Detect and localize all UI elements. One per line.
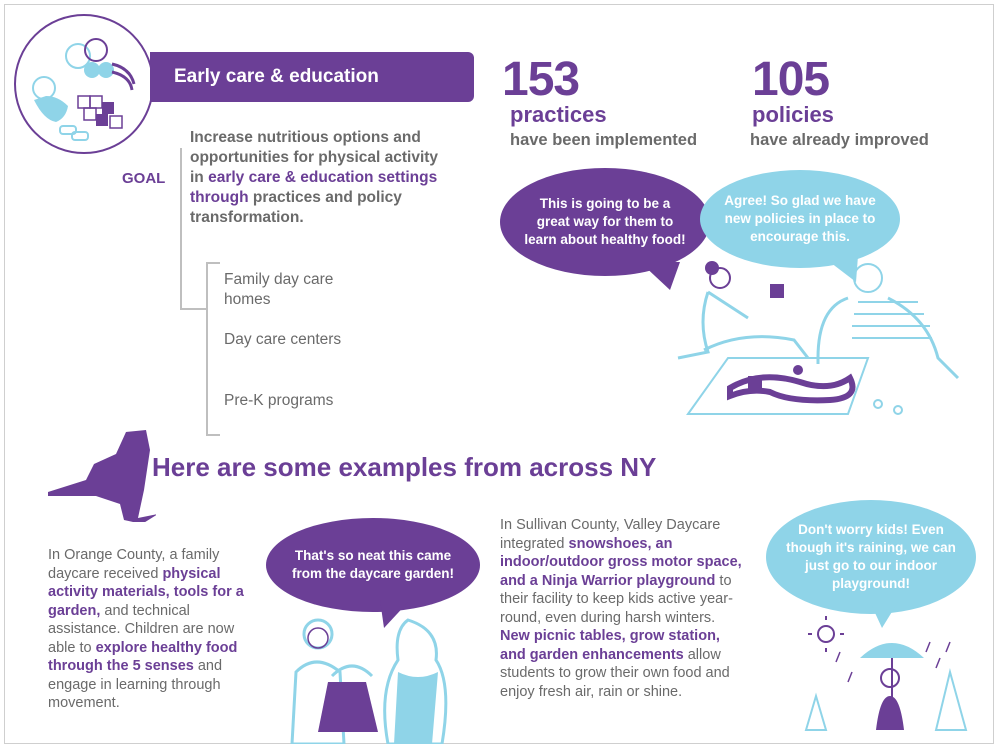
- goal-text: Increase nutritious options and opportunities for physical activity in early care & education settings through practices and policy transformation.: [190, 129, 439, 226]
- tree-line: [206, 262, 208, 436]
- examples-title: Here are some examples from across NY: [152, 452, 657, 482]
- tree-line: [206, 262, 220, 264]
- goal-label: GOAL: [122, 170, 166, 187]
- stat-sub-practices: have been implemented: [510, 131, 698, 149]
- board-game-illustration: [668, 258, 968, 418]
- speech-bubble-right: Agree! So glad we have new policies in place to encourage this.: [700, 170, 900, 268]
- setting-item: Family day care homes: [224, 271, 334, 308]
- setting-item: Day care centers: [224, 331, 342, 348]
- speech-bubble-left: This is going to be a great way for them to learn about healthy food!: [500, 168, 710, 276]
- speech-bubble-garden: That's so neat this came from the daycare garden!: [266, 518, 480, 612]
- tree-line: [206, 434, 220, 436]
- stat-number-policies: 105: [752, 53, 830, 106]
- section-banner: Early care & education: [150, 52, 474, 102]
- tree-line: [180, 308, 208, 310]
- new-york-state-map: [46, 430, 156, 522]
- rain-illustration: [800, 612, 970, 732]
- orange-county-paragraph: In Orange County, a family daycare received physical activity materials, tools for a garden, and technical assistance. Children are now able to explore healthy food through the 5 senses and engage in learning through movement.: [48, 547, 244, 711]
- stat-sub-policies: have already improved: [750, 131, 929, 149]
- setting-item: Pre-K programs: [224, 392, 334, 409]
- stat-label-policies: policies: [752, 102, 834, 127]
- sullivan-county-paragraph: In Sullivan County, Valley Daycare integrated snowshoes, an indoor/outdoor gross motor space, and a Ninja Warrior playground to their facility to keep kids active year-round, even during harsh winters. New picnic tables, grow station, and garden enhancements allow students to grow their own food and enjoy fresh air, rain or shine.: [500, 517, 742, 700]
- tree-line: [180, 148, 182, 310]
- garden-illustration: [282, 612, 462, 744]
- stat-number-practices: 153: [502, 53, 580, 106]
- early-care-illustration: [14, 14, 154, 154]
- stat-label-practices: practices: [510, 102, 607, 127]
- speech-bubble-rain: Don't worry kids! Even though it's raining, we can just go to our indoor playground!: [766, 500, 976, 614]
